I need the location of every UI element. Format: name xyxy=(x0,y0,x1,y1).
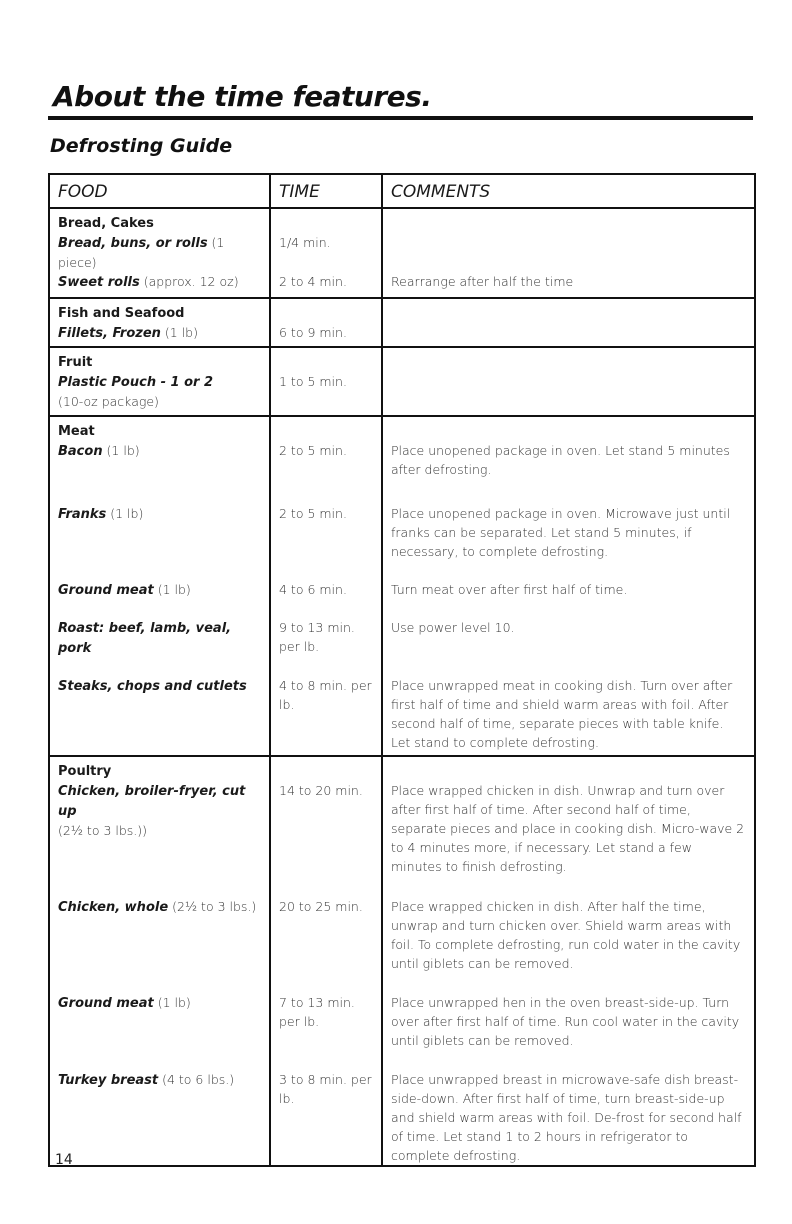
food-cell xyxy=(49,233,270,272)
food-item-name: Franks xyxy=(58,507,107,522)
food-cell xyxy=(49,323,270,347)
comments-cell xyxy=(382,233,755,272)
table-row xyxy=(49,781,755,897)
defrosting-table xyxy=(48,173,756,1167)
category-cell xyxy=(49,208,270,233)
category-label: Fruit xyxy=(58,355,93,370)
comments-cell: Rearrange after half the time xyxy=(382,272,755,298)
title-rule xyxy=(48,116,753,120)
time-cell: 14 to 20 min. xyxy=(270,781,382,897)
table-row xyxy=(49,323,755,347)
food-cell xyxy=(49,441,270,504)
table-row xyxy=(49,618,755,676)
comments-cell: Place unwrapped breast in microwave-safe dish breast-side-down. After first half of time, turn breast-side-up and shield warm areas with foil. De-frost for second half of time. Let stand 1 to 2 hours in refrigerator to complete defrosting. xyxy=(382,1070,755,1166)
food-item-detail: (2½ to 3 lbs.) xyxy=(168,899,257,914)
category-label: Poultry xyxy=(58,764,112,779)
food-item-detail: (1 piece) xyxy=(58,235,225,270)
category-row xyxy=(49,298,755,323)
food-item-name: Ground meat xyxy=(58,996,154,1011)
table-row xyxy=(49,504,755,580)
empty-cell xyxy=(382,347,755,372)
table-row xyxy=(49,233,755,272)
food-cell xyxy=(49,1070,270,1166)
food-cell xyxy=(49,580,270,618)
table-row xyxy=(49,897,755,993)
category-row xyxy=(49,208,755,233)
food-cell xyxy=(49,272,270,298)
comments-cell: Place wrapped chicken in dish. Unwrap and turn over after first half of time. After second half of time, separate pieces and place in cooking dish. Micro-wave 2 to 4 minutes more, if necessary. Let stand a few minutes to finish defrosting. xyxy=(382,781,755,897)
food-item-name: Turkey breast xyxy=(58,1073,159,1088)
time-cell: 4 to 6 min. xyxy=(270,580,382,618)
food-item-detail: (4 to 6 lbs.) xyxy=(158,1072,235,1087)
table-row xyxy=(49,676,755,756)
food-item-name: Sweet rolls xyxy=(58,275,140,290)
food-cell xyxy=(49,676,270,756)
time-cell: 6 to 9 min. xyxy=(270,323,382,347)
food-cell xyxy=(49,897,270,993)
header-comments: COMMENTS xyxy=(382,174,755,208)
food-item-name: Chicken, broiler-fryer, cut up xyxy=(58,784,246,819)
comments-cell: Place unopened package in oven. Microwave just until franks can be separated. Let stand 5 minutes, if necessary, to complete defrosting. xyxy=(382,504,755,580)
empty-cell xyxy=(382,416,755,441)
time-cell: 4 to 8 min. per lb. xyxy=(270,676,382,756)
comments-cell: Place wrapped chicken in dish. After half the time, unwrap and turn chicken over. Shield warm areas with foil. To complete defrosting, run cold water in the cavity until giblets can be removed. xyxy=(382,897,755,993)
table-row xyxy=(49,272,755,298)
comments-cell: Use power level 10. xyxy=(382,618,755,676)
comments-cell: Place unopened package in oven. Let stand 5 minutes after defrosting. xyxy=(382,441,755,504)
category-cell xyxy=(49,298,270,323)
empty-cell xyxy=(270,298,382,323)
food-item-name: Roast: beef, lamb, veal, pork xyxy=(58,621,232,656)
table-body xyxy=(49,208,755,1166)
empty-cell xyxy=(270,416,382,441)
time-cell: 20 to 25 min. xyxy=(270,897,382,993)
food-cell xyxy=(49,372,270,416)
time-cell: 1 to 5 min. xyxy=(270,372,382,416)
food-item-name: Fillets, Frozen xyxy=(58,326,161,341)
page-title: About the time features. xyxy=(53,80,432,113)
food-item-detail: (2½ to 3 lbs.)) xyxy=(58,823,148,838)
time-cell: 2 to 4 min. xyxy=(270,272,382,298)
food-cell xyxy=(49,781,270,897)
table-row xyxy=(49,580,755,618)
table-row xyxy=(49,441,755,504)
time-cell: 2 to 5 min. xyxy=(270,504,382,580)
table-row xyxy=(49,372,755,416)
table-header-row xyxy=(49,174,755,208)
food-item-name: Plastic Pouch - 1 or 2 xyxy=(58,375,214,390)
category-cell xyxy=(49,416,270,441)
comments-cell xyxy=(382,323,755,347)
category-label: Meat xyxy=(58,424,95,439)
empty-cell xyxy=(382,208,755,233)
food-cell xyxy=(49,618,270,676)
comments-cell: Turn meat over after first half of time. xyxy=(382,580,755,618)
food-item-name: Bacon xyxy=(58,444,103,459)
category-cell xyxy=(49,756,270,781)
comments-cell xyxy=(382,372,755,416)
empty-cell xyxy=(270,208,382,233)
category-label: Fish and Seafood xyxy=(58,306,185,321)
page-number: 14 xyxy=(55,1152,73,1168)
food-item-detail: (1 lb) xyxy=(153,582,191,597)
food-cell xyxy=(49,993,270,1070)
food-item-name: Ground meat xyxy=(58,583,154,598)
food-cell xyxy=(49,504,270,580)
empty-cell xyxy=(270,756,382,781)
comments-cell: Place unwrapped meat in cooking dish. Turn over after first half of time and shield warm areas with foil. After second half of time, separate pieces with table knife. Let stand to complete defrosting. xyxy=(382,676,755,756)
empty-cell xyxy=(382,756,755,781)
food-item-detail: (10-oz package) xyxy=(58,394,159,409)
header-time: TIME xyxy=(270,174,382,208)
food-item-detail: (1 lb) xyxy=(102,443,140,458)
category-row xyxy=(49,756,755,781)
category-cell xyxy=(49,347,270,372)
category-label: Bread, Cakes xyxy=(58,216,154,231)
empty-cell xyxy=(382,298,755,323)
category-row xyxy=(49,347,755,372)
empty-cell xyxy=(270,347,382,372)
time-cell: 9 to 13 min. per lb. xyxy=(270,618,382,676)
time-cell: 7 to 13 min. per lb. xyxy=(270,993,382,1070)
header-food: FOOD xyxy=(49,174,270,208)
food-item-detail: (1 lb) xyxy=(106,506,144,521)
time-cell: 3 to 8 min. per lb. xyxy=(270,1070,382,1166)
table-row xyxy=(49,993,755,1070)
time-cell: 2 to 5 min. xyxy=(270,441,382,504)
food-item-detail: (approx. 12 oz) xyxy=(139,274,239,289)
food-item-name: Steaks, chops and cutlets xyxy=(58,679,247,694)
food-item-name: Bread, buns, or rolls xyxy=(58,236,208,251)
food-item-detail: (1 lb) xyxy=(160,325,198,340)
food-item-name: Chicken, whole xyxy=(58,900,169,915)
table-row xyxy=(49,1070,755,1166)
section-subtitle: Defrosting Guide xyxy=(50,135,233,157)
food-item-detail: (1 lb) xyxy=(153,995,191,1010)
comments-cell: Place unwrapped hen in the oven breast-side-up. Turn over after first half of time. Run cool water in the cavity until giblets can be removed. xyxy=(382,993,755,1070)
category-row xyxy=(49,416,755,441)
time-cell: 1/4 min. xyxy=(270,233,382,272)
